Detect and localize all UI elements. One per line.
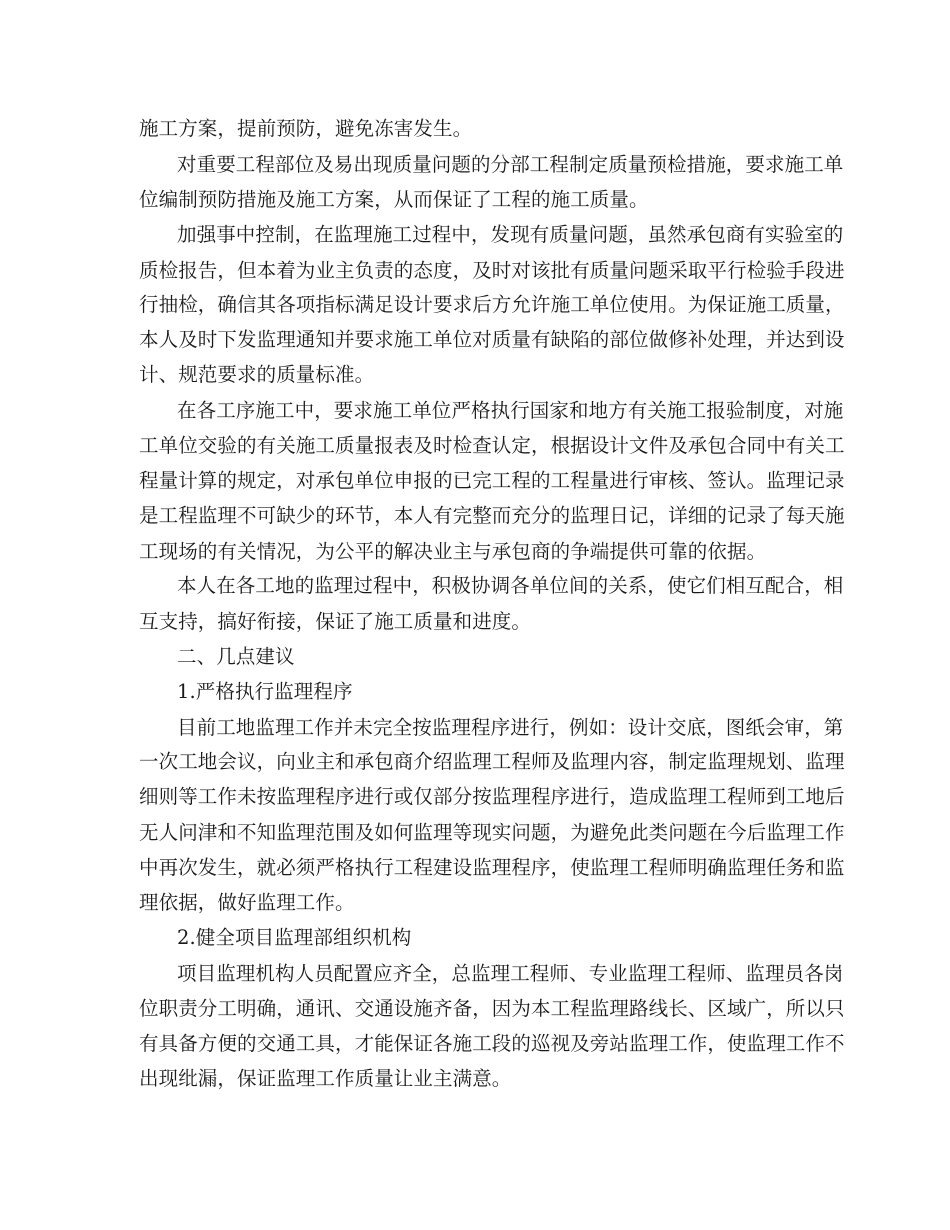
section-heading: 二、几点建议: [177, 645, 295, 668]
text-line: 中再次发生，就必须严格执行工程建设监理程序，使监理工程师明确监理任务和监: [139, 856, 845, 879]
subsection-heading: 2.健全项目监理部组织机构: [177, 926, 412, 949]
text-line: 理依据，做好监理工作。: [139, 891, 355, 914]
text-line: 是工程监理不可缺少的环节，本人有完整而充分的监理日记，详细的记录了每天施: [139, 504, 845, 527]
paragraph-first-line: 本人在各工地的监理过程中，积极协调各单位间的关系，使它们相互配合，相: [177, 574, 844, 597]
text-line: 一次工地会议，向业主和承包商介绍监理工程师及监理内容，制定监理规划、监理: [139, 750, 845, 773]
text-line: 工现场的有关情况，为公平的解决业主与承包商的争端提供可靠的依据。: [139, 540, 767, 563]
paragraph-first-line: 在各工序施工中，要求施工单位严格执行国家和地方有关施工报验制度，对施: [177, 399, 844, 422]
paragraph-first-line: 对重要工程部位及易出现质量问题的分部工程制定质量预检措施，要求施工单: [177, 153, 844, 176]
paragraph-first-line: 目前工地监理工作并未完全按监理程序进行，例如：设计交底，图纸会审，第: [177, 716, 844, 739]
text-line: 有具备方便的交通工具，才能保证各施工段的巡视及旁站监理工作，使监理工作不: [139, 1032, 845, 1055]
paragraph-first-line: 加强事中控制，在监理施工过程中，发现有质量问题，虽然承包商有实验室的: [177, 223, 844, 246]
text-line: 程量计算的规定，对承包单位申报的已完工程的工程量进行审核、签认。监理记录: [139, 469, 845, 492]
text-line: 细则等工作未按监理程序进行或仅部分按监理程序进行，造成监理工程师到工地后: [139, 785, 845, 808]
paragraph-first-line: 项目监理机构人员配置应齐全，总监理工程师、专业监理工程师、监理员各岗: [177, 962, 844, 985]
text-line: 工单位交验的有关施工质量报表及时检查认定，根据设计文件及承包合同中有关工: [139, 434, 845, 457]
text-line: 本人及时下发监理通知并要求施工单位对质量有缺陷的部位做修补处理，并达到设: [139, 328, 845, 351]
text-line: 计、规范要求的质量标准。: [139, 363, 375, 386]
text-line: 施工方案，提前预防，避免冻害发生。: [139, 117, 473, 140]
text-line: 行抽检，确信其各项指标满足设计要求后方允许施工单位使用。为保证施工质量，: [139, 293, 845, 316]
subsection-heading: 1.严格执行监理程序: [177, 680, 353, 703]
text-line: 质检报告，但本着为业主负责的态度，及时对该批有质量问题采取平行检验手段进: [139, 259, 845, 282]
text-line: 位编制预防措施及施工方案，从而保证了工程的施工质量。: [139, 188, 649, 211]
text-line: 出现纰漏，保证监理工作质量让业主满意。: [139, 1067, 512, 1090]
text-line: 位职责分工明确，通讯、交通设施齐备，因为本工程监理路线长、区域广，所以只: [139, 997, 845, 1020]
text-line: 互支持，搞好衔接，保证了施工质量和进度。: [139, 610, 532, 633]
text-line: 无人问津和不知监理范围及如何监理等现实问题，为避免此类问题在今后监理工作: [139, 821, 845, 844]
